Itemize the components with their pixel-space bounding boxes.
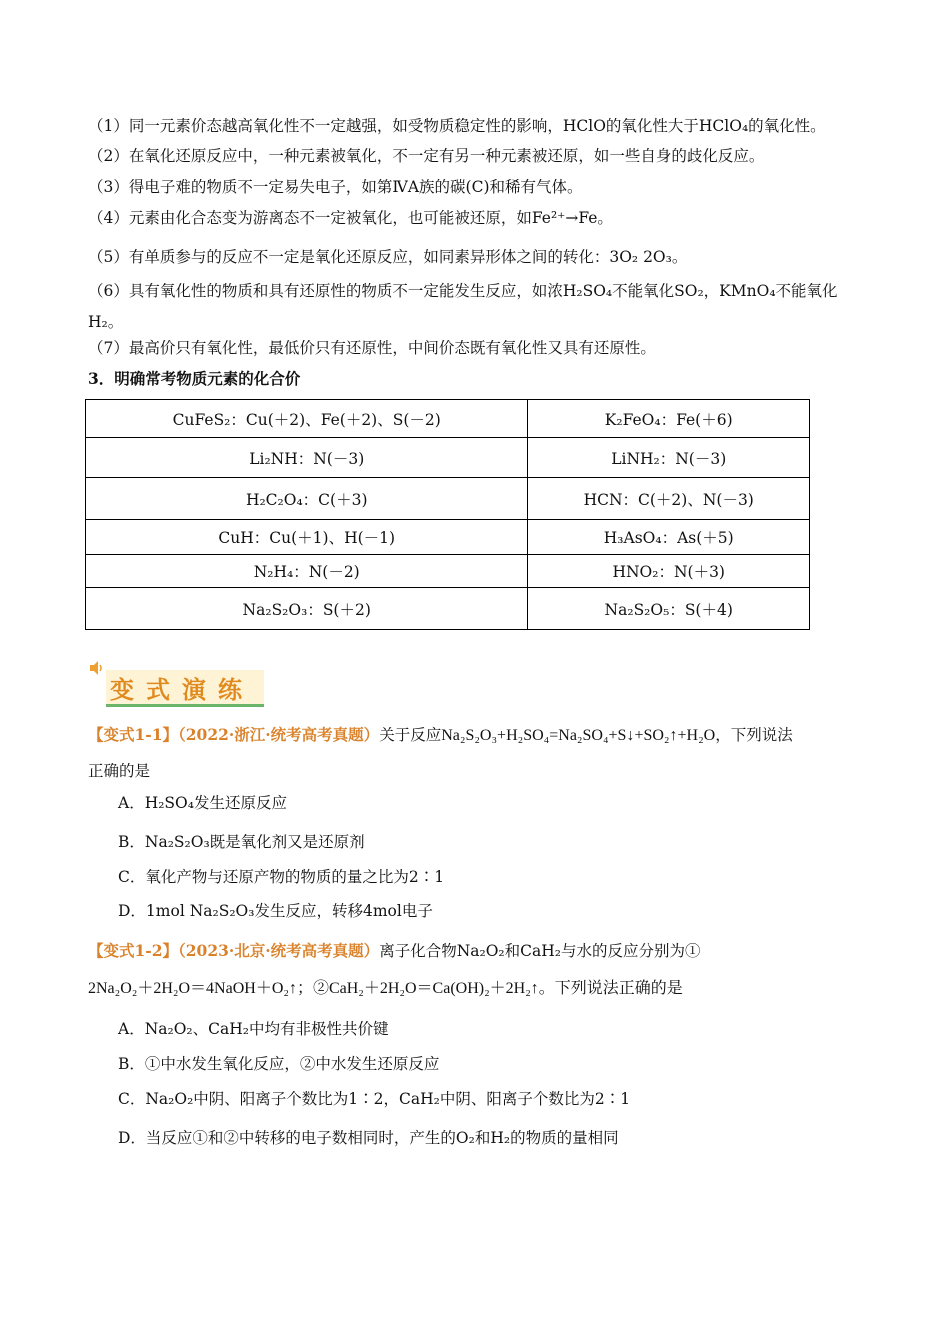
valence-cell: HCN：C(＋2)、N(－3)	[528, 478, 810, 520]
note-5: （5）有单质参与的反应不一定是氧化还原反应，如同素异形体之间的转化：3O₂ 2O₃。	[88, 248, 688, 266]
note-4: （4）元素由化合态变为游离态不一定被氧化，也可能被还原，如Fe²⁺→Fe。	[88, 209, 613, 227]
q2-stem-b: 2Na₂O₂＋2H₂O＝4NaOH＋O₂↑；②CaH₂＋2H₂O＝Ca(OH)₂＋2H₂↑。下列说法正确的是	[88, 980, 683, 997]
q1-option-c: C．氧化产物与还原产物的物质的量之比为2∶1	[118, 868, 445, 886]
valence-cell: Na₂S₂O₃：S(＋2)	[86, 588, 528, 630]
valence-cell: H₂C₂O₄：C(＋3)	[86, 478, 528, 520]
q1-stem-b: ，下列说法	[715, 726, 793, 744]
valence-cell: Na₂S₂O₅：S(＋4)	[528, 588, 810, 630]
q1-stem-a: 关于反应	[379, 726, 442, 744]
banner-title: 变式演练	[110, 676, 254, 704]
q2-option-d: D．当反应①和②中转移的电子数相同时，产生的O₂和H₂的物质的量相同	[118, 1129, 619, 1147]
q2-tag: 【变式1-2】（2023·北京·统考高考真题）	[88, 941, 380, 960]
valence-cell: H₃AsO₄：As(＋5)	[528, 520, 810, 555]
practice-banner	[88, 660, 278, 710]
valence-cell: Li₂NH：N(－3)	[86, 438, 528, 478]
q1-option-b: B．Na₂S₂O₃既是氧化剂又是还原剂	[118, 833, 365, 851]
q1-tag: 【变式1-1】（2022·浙江·统考高考真题）	[88, 725, 380, 744]
q1-stem-c: 正确的是	[88, 762, 151, 780]
valence-cell: N₂H₄：N(－2)	[86, 555, 528, 588]
valence-table	[85, 399, 810, 630]
note-7: （7）最高价只有氧化性，最低价只有还原性，中间价态既有氧化性又具有还原性。	[88, 339, 656, 357]
valence-cell: CuH：Cu(＋1)、H(－1)	[86, 520, 528, 555]
valence-cell: HNO₂：N(＋3)	[528, 555, 810, 588]
q1-option-d: D．1mol Na₂S₂O₃发生反应，转移4mol电子	[118, 902, 433, 920]
q2-option-a: A．Na₂O₂、CaH₂中均有非极性共价键	[118, 1020, 389, 1038]
note-1: （1）同一元素价态越高氧化性不一定越强，如受物质稳定性的影响，HClO的氧化性大于HClO₄的氧化性。	[88, 117, 826, 135]
valence-cell: LiNH₂：N(－3)	[528, 438, 810, 478]
q1-equation: Na₂S₂O₃+H₂SO₄=Na₂SO₄+S↓+SO₂↑+H₂O	[441, 727, 716, 744]
q2-option-c: C．Na₂O₂中阴、阳离子个数比为1∶2，CaH₂中阴、阳离子个数比为2∶1	[118, 1090, 631, 1108]
note-2: （2）在氧化还原反应中，一种元素被氧化，不一定有另一种元素被还原，如一些自身的歧化反应。	[88, 147, 765, 165]
valence-cell: K₂FeO₄：Fe(＋6)	[528, 400, 810, 438]
valence-cell: CuFeS₂：Cu(＋2)、Fe(＋2)、S(－2)	[86, 400, 528, 438]
note-3: （3）得电子难的物质不一定易失电子，如第ⅣA族的碳(C)和稀有气体。	[88, 178, 583, 196]
q1-stem	[88, 724, 793, 747]
q1-option-a: A．H₂SO₄发生还原反应	[118, 794, 287, 812]
section-3-title: 3．明确常考物质元素的化合价	[88, 369, 301, 388]
note-6: （6）具有氧化性的物质和具有还原性的物质不一定能发生反应，如浓H₂SO₄不能氧化SO₂，KMnO₄不能氧化H₂。	[88, 282, 838, 331]
speaker-icon	[88, 660, 104, 676]
q2-stem	[88, 940, 700, 962]
q2-stem-a: 离子化合物Na₂O₂和CaH₂与水的反应分别为①	[379, 942, 701, 960]
q2-option-b: B．①中水发生氧化反应，②中水发生还原反应	[118, 1055, 440, 1073]
